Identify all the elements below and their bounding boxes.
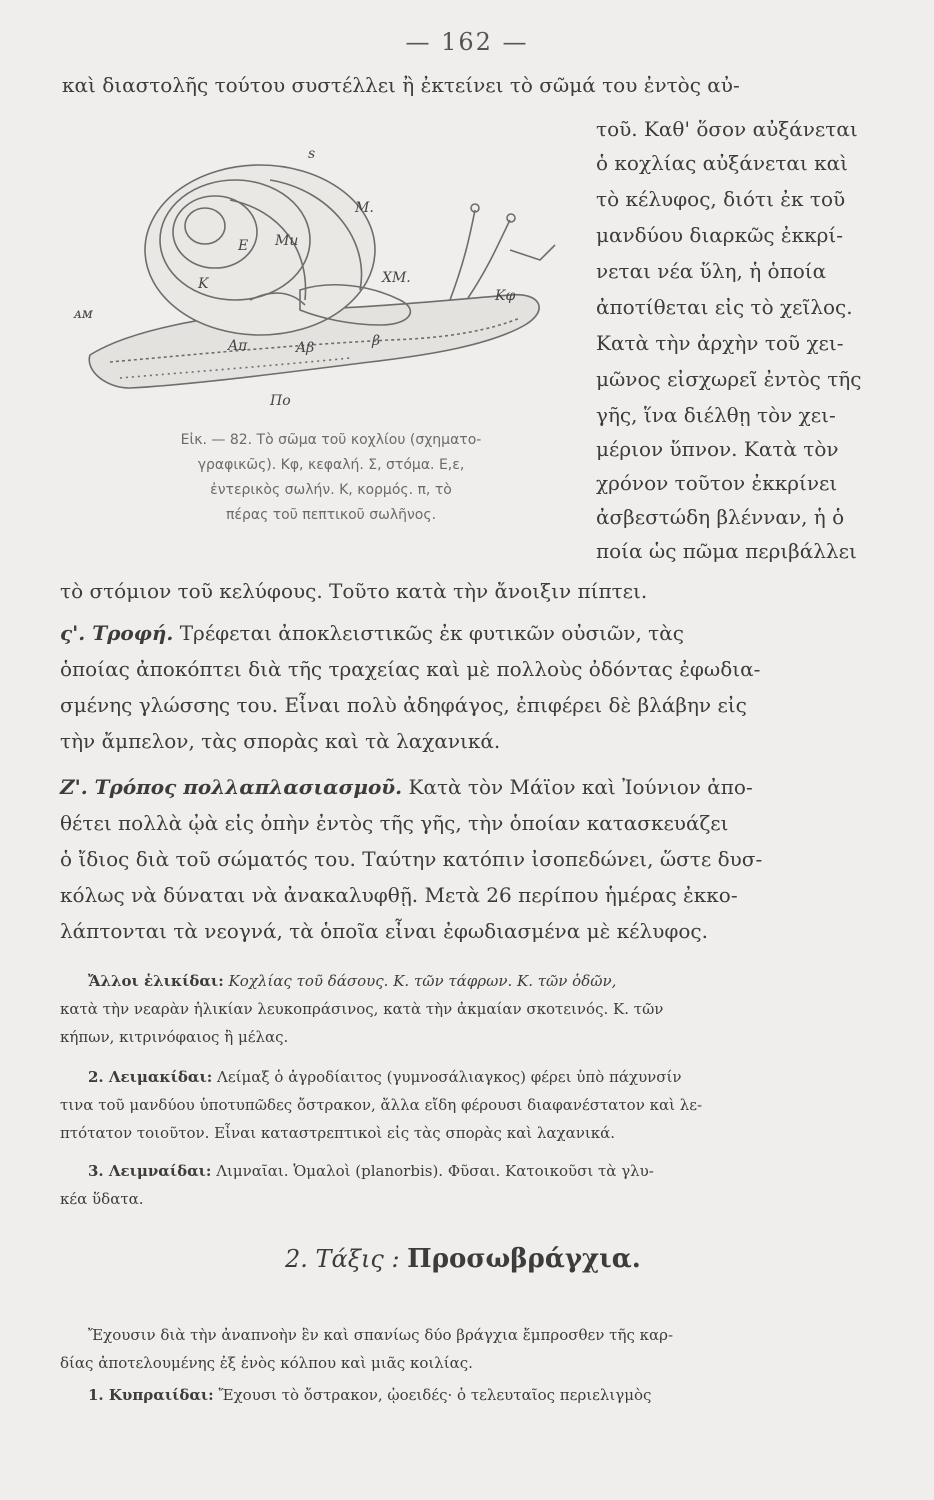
page-number: — 162 — [405,28,529,56]
text-line: τὸ στόμιον τοῦ κελύφους. Τοῦτο κατὰ τὴν ἄνοιξιν πίπτει. [60,579,648,603]
text-line: κόλως νὰ δύναται νὰ ἀνακαλυφθῇ. Μετὰ 26 περίπου ἡμέρας ἐκκο- [60,883,738,907]
label-m: M. [355,200,374,216]
text-line: κήπων, κιτρινόφαιος ἢ μέλας. [60,1028,289,1046]
section-heading: Ζ'. Τρόπος πολλαπλασιασμοῦ. [60,775,403,799]
text-span: Κοχλίας τοῦ δάσους. Κ. τῶν τάφρων. Κ. τῶν ὁδῶν, [223,972,617,990]
label-no: Πo [270,393,291,409]
text-line: ἀσβεστώδη βλένναν, ἡ ὁ [596,505,845,529]
section-heading: ς'. Τροφή. [60,621,174,645]
label-left: ᴀᴍ [74,306,93,322]
small-entry [88,1158,654,1184]
text-line: θέτει πολλὰ ᾠὰ εἰς ὀπὴν ἐντὸς τῆς γῆς, τὴν ὁποίαν κατασκευάζει [60,811,729,835]
label-e: E [238,238,249,254]
text-line: γῆς, ἵνα διέλθῃ τὸν χει- [596,403,836,427]
order-name: Προσωβράγχια. [407,1244,641,1274]
text-line: ὁ κοχλίας αὐξάνεται καὶ [596,151,848,175]
snail-illustration [70,140,590,430]
text-span: Λείμαξ ὁ ἀγροδίαιτος (γυμνοσάλιαγκος) φέρει ὑπὸ πάχυνσίν [212,1068,682,1086]
text-line: ὁ ἴδιος διὰ τοῦ σώματός του. Ταύτην κατόπιν ἰσοπεδώνει, ὥστε δυσ- [60,847,763,871]
family-heading: 2. Λειμακίδαι: [88,1068,213,1086]
text-line: κατὰ τὴν νεαρὰν ἡλικίαν λευκοπράσινος, κατὰ τὴν ἀκμαίαν σκοτεινός. Κ. τῶν [60,1000,664,1018]
text-line: ἀποτίθεται εἰς τὸ χεῖλος. [596,295,853,319]
text-line: ὁποίας ἀποκόπτει διὰ τῆς τραχείας καὶ μὲ πολλοὺς ὀδόντας ἐφωδια- [60,657,761,681]
text-line: σμένης γλώσσης του. Εἶναι πολὺ ἀδηφάγος, ἐπιφέρει δὲ βλάβην εἰς [60,693,747,717]
text-span: Ἔχουσι τὸ ὄστρακον, ᾠοειδές· ὁ τελευταῖος περιελιγμὸς [213,1386,652,1404]
label-ab: Aβ [296,340,315,356]
text-line: ποία ὡς πῶμα περιβάλλει [596,539,857,563]
paragraph-trofi [60,616,684,650]
label-mu: Mu [275,233,299,249]
small-entry [88,1382,651,1408]
small-entry [88,1064,682,1090]
text-line: τὴν ἄμπελον, τὰς σπορὰς καὶ τὰ λαχανικά. [60,729,501,753]
figure-caption [86,428,576,528]
text-span: Τρέφεται ἀποκλειστικῶς ἐκ φυτικῶν οὐσιῶν, τὰς [173,621,684,645]
label-s: s [308,146,316,162]
text-line: λάπτονται τὰ νεογνά, τὰ ὁποῖα εἶναι ἐφωδιασμένα μὲ κέλυφος. [60,919,708,943]
text-line: τὸ κέλυφος, διότι ἐκ τοῦ [596,187,846,211]
text-line: Ἔχουσιν διὰ τὴν ἀναπνοὴν ἓν καὶ σπανίως δύο βράγχια ἔμπροσθεν τῆς καρ- [88,1326,674,1344]
snail-figure [70,140,590,430]
caption-line: Εἰκ. — 82. Τὸ σῶμα τοῦ κοχλίου (σχηματο- [180,432,482,448]
family-heading: Ἄλλοι ἑλικίδαι: [88,972,224,990]
caption-line: ἐντερικὸς σωλήν. Κ, κορμός. π, τὸ [210,482,452,498]
text-line: μῶνος εἰσχωρεῖ ἐντὸς τῆς [596,367,862,391]
text-line: κέα ὕδατα. [60,1190,144,1208]
text-line: καὶ διαστολῆς τούτου συστέλλει ἢ ἐκτείνει τὸ σῶμά του ἐντὸς αὐ- [62,73,740,97]
text-line: τινα τοῦ μανδύου ὑποτυπῶδες ὄστρακον, ἄλλα εἴδη φέρουσι διαφανέστατον καὶ λε- [60,1096,703,1114]
family-heading: 3. Λειμναίδαι: [88,1162,212,1180]
order-title [285,1242,641,1276]
family-heading: 1. Κυπραιίδαι: [88,1386,214,1404]
label-xm: XM. [382,270,411,286]
text-span: Λιμναῖαι. Ὁμαλοὶ (planorbis). Φῦσαι. Κατοικοῦσι τὰ γλυ- [211,1162,654,1180]
text-line: πτότατον τοιοῦτον. Εἶναι καταστρεπτικοὶ εἰς τὰς σπορὰς καὶ λαχανικά. [60,1124,615,1142]
caption-line: πέρας τοῦ πεπτικοῦ σωλῆνος. [225,507,437,523]
text-line: νεται νέα ὕλη, ἡ ὁποία [596,259,827,283]
label-kf: Kφ [495,288,516,304]
label-b: β [372,333,381,349]
text-line: μέριον ὕπνον. Κατὰ τὸν [596,437,839,461]
text-line: δίας ἀποτελουμένης ἐξ ἑνὸς κόλπου καὶ μιᾶς κοιλίας. [60,1354,473,1372]
text-line: μανδύου διαρκῶς ἐκκρί- [596,223,844,247]
label-ap: Aπ [228,338,248,354]
text-line: Κατὰ τὴν ἀρχὴν τοῦ χει- [596,331,844,355]
small-entry [88,968,616,994]
label-k: K [198,276,209,292]
text-span: Κατὰ τὸν Μάϊον καὶ Ἰούνιον ἀπο- [402,775,753,799]
text-line: χρόνον τοῦτον ἐκκρίνει [596,471,838,495]
paragraph-pollaplasiasmos [60,770,753,804]
order-tag: 2. Τάξις : [285,1245,400,1273]
caption-line: γραφικῶς). Κφ, κεφαλή. Σ, στόμα. Ε,ε, [197,457,465,473]
text-line: τοῦ. Καθ' ὅσον αὐξάνεται [596,117,858,141]
